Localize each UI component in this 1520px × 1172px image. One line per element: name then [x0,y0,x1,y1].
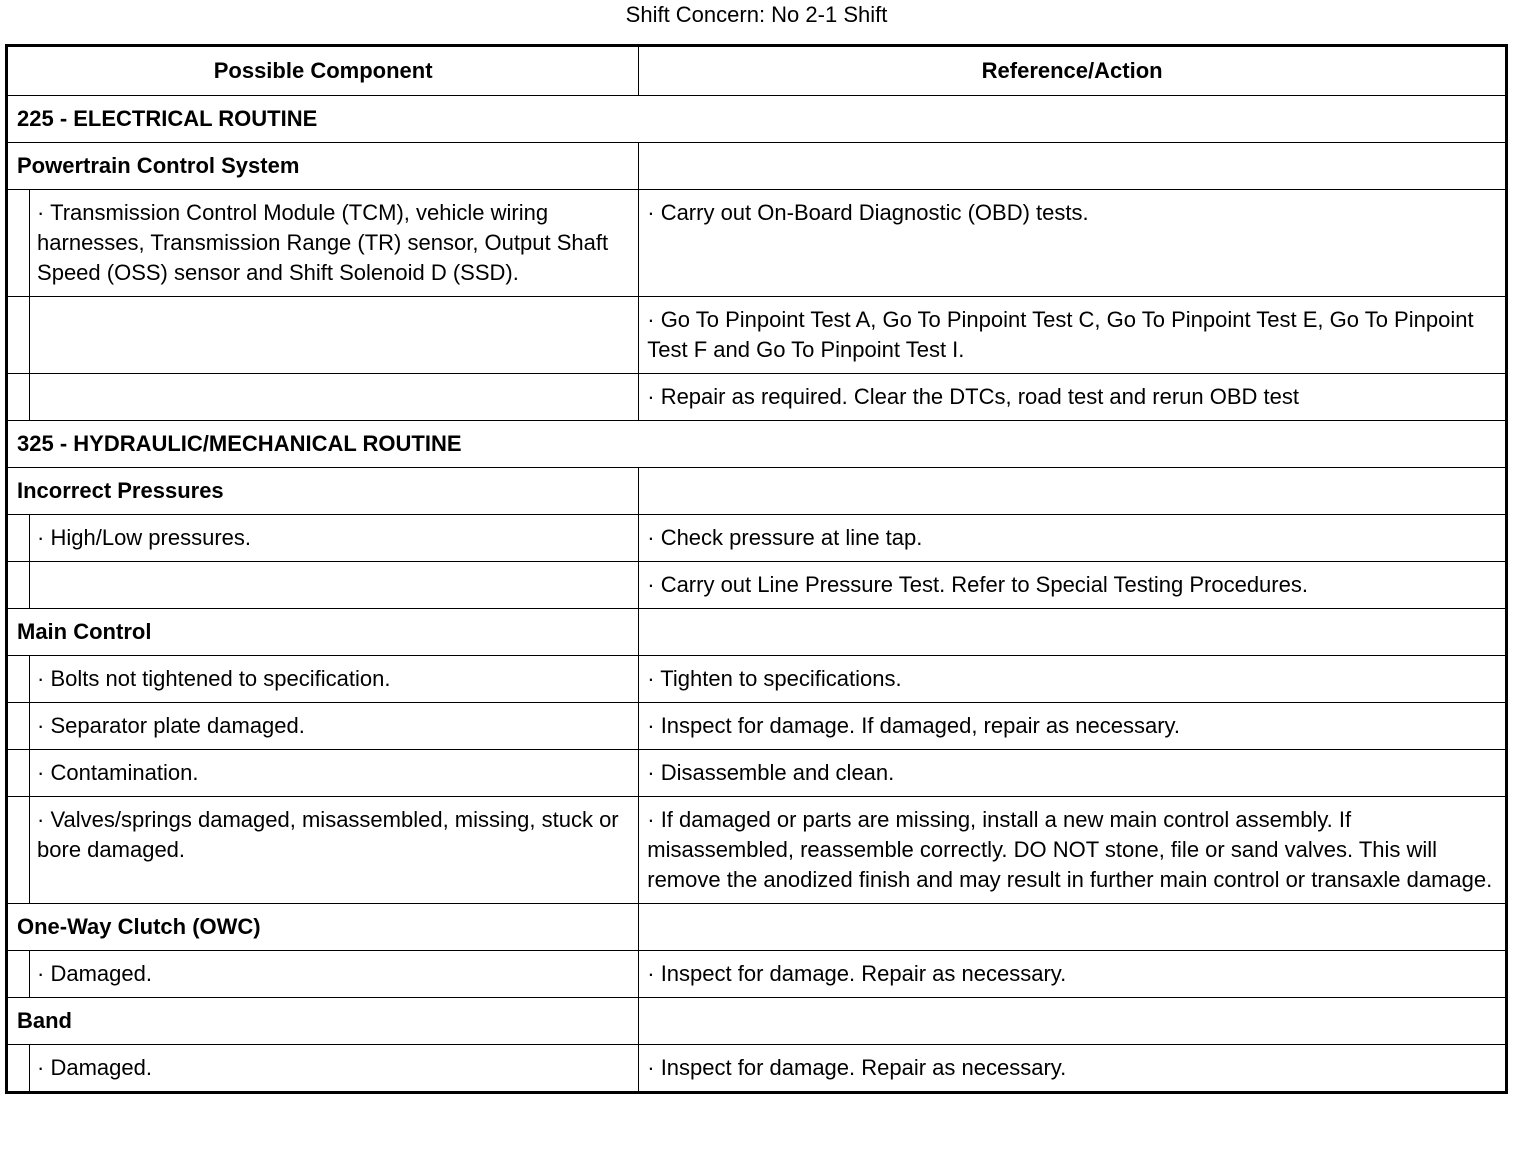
table-header-row [7,46,1507,96]
header-reference-action: Reference/Action [639,46,1507,96]
indent-cell [7,297,30,374]
indent-cell [7,750,30,797]
indent-cell [7,562,30,609]
component-cell: · Damaged. [30,951,639,998]
component-cell: · Separator plate damaged. [30,703,639,750]
group-empty-cell [639,143,1507,190]
table-row [7,297,1507,374]
action-cell: · Go To Pinpoint Test A, Go To Pinpoint Test C, Go To Pinpoint Test E, Go To Pinpoint Test F and Go To Pinpoint Test I. [639,297,1507,374]
group-one-way-clutch: One-Way Clutch (OWC) [7,904,639,951]
indent-cell [7,190,30,297]
table-row [7,951,1507,998]
action-cell: · Tighten to specifications. [639,656,1507,703]
action-cell: · Inspect for damage. Repair as necessary. [639,1045,1507,1093]
header-possible-component: Possible Component [7,46,639,96]
table-row [7,703,1507,750]
group-row [7,143,1507,190]
table-row [7,374,1507,421]
component-cell [30,374,639,421]
component-cell: · Contamination. [30,750,639,797]
group-row [7,468,1507,515]
table-row [7,656,1507,703]
component-cell: · High/Low pressures. [30,515,639,562]
component-cell [30,562,639,609]
indent-cell [7,656,30,703]
indent-cell [7,703,30,750]
action-cell: · Carry out On-Board Diagnostic (OBD) tests. [639,190,1507,297]
action-cell: · Repair as required. Clear the DTCs, road test and rerun OBD test [639,374,1507,421]
document-title: Shift Concern: No 2-1 Shift [625,2,888,27]
group-empty-cell [639,609,1507,656]
action-cell: · Disassemble and clean. [639,750,1507,797]
group-main-control: Main Control [7,609,639,656]
indent-cell [7,1045,30,1093]
group-band: Band [7,998,639,1045]
group-incorrect-pressures: Incorrect Pressures [7,468,639,515]
section-row [7,96,1507,143]
table-row [7,562,1507,609]
action-cell: · If damaged or parts are missing, install a new main control assembly. If misassembled, reassemble correctly. DO NOT stone, file or sand valves. This will remove the anodized finish and may result in further main control or transaxle damage. [639,797,1507,904]
action-cell: · Inspect for damage. Repair as necessary. [639,951,1507,998]
diagnostic-table [5,44,1508,1094]
indent-cell [7,797,30,904]
component-cell: · Bolts not tightened to specification. [30,656,639,703]
indent-cell [7,951,30,998]
indent-cell [7,374,30,421]
component-cell: · Damaged. [30,1045,639,1093]
table-row [7,750,1507,797]
action-cell: · Inspect for damage. If damaged, repair as necessary. [639,703,1507,750]
component-cell [30,297,639,374]
group-empty-cell [639,468,1507,515]
group-row [7,998,1507,1045]
table-row [7,1045,1507,1093]
section-row [7,421,1507,468]
action-cell: · Carry out Line Pressure Test. Refer to Special Testing Procedures. [639,562,1507,609]
group-empty-cell [639,904,1507,951]
section-electrical: 225 - ELECTRICAL ROUTINE [7,96,1507,143]
action-cell: · Check pressure at line tap. [639,515,1507,562]
indent-cell [7,515,30,562]
group-powertrain: Powertrain Control System [7,143,639,190]
component-cell: · Valves/springs damaged, misassembled, missing, stuck or bore damaged. [30,797,639,904]
group-row [7,904,1507,951]
group-empty-cell [639,998,1507,1045]
section-hydraulic: 325 - HYDRAULIC/MECHANICAL ROUTINE [7,421,1507,468]
table-row [7,190,1507,297]
component-cell: · Transmission Control Module (TCM), vehicle wiring harnesses, Transmission Range (TR) sensor, Output Shaft Speed (OSS) sensor and Shift Solenoid D (SSD). [30,190,639,297]
group-row [7,609,1507,656]
table-row [7,515,1507,562]
table-row [7,797,1507,904]
